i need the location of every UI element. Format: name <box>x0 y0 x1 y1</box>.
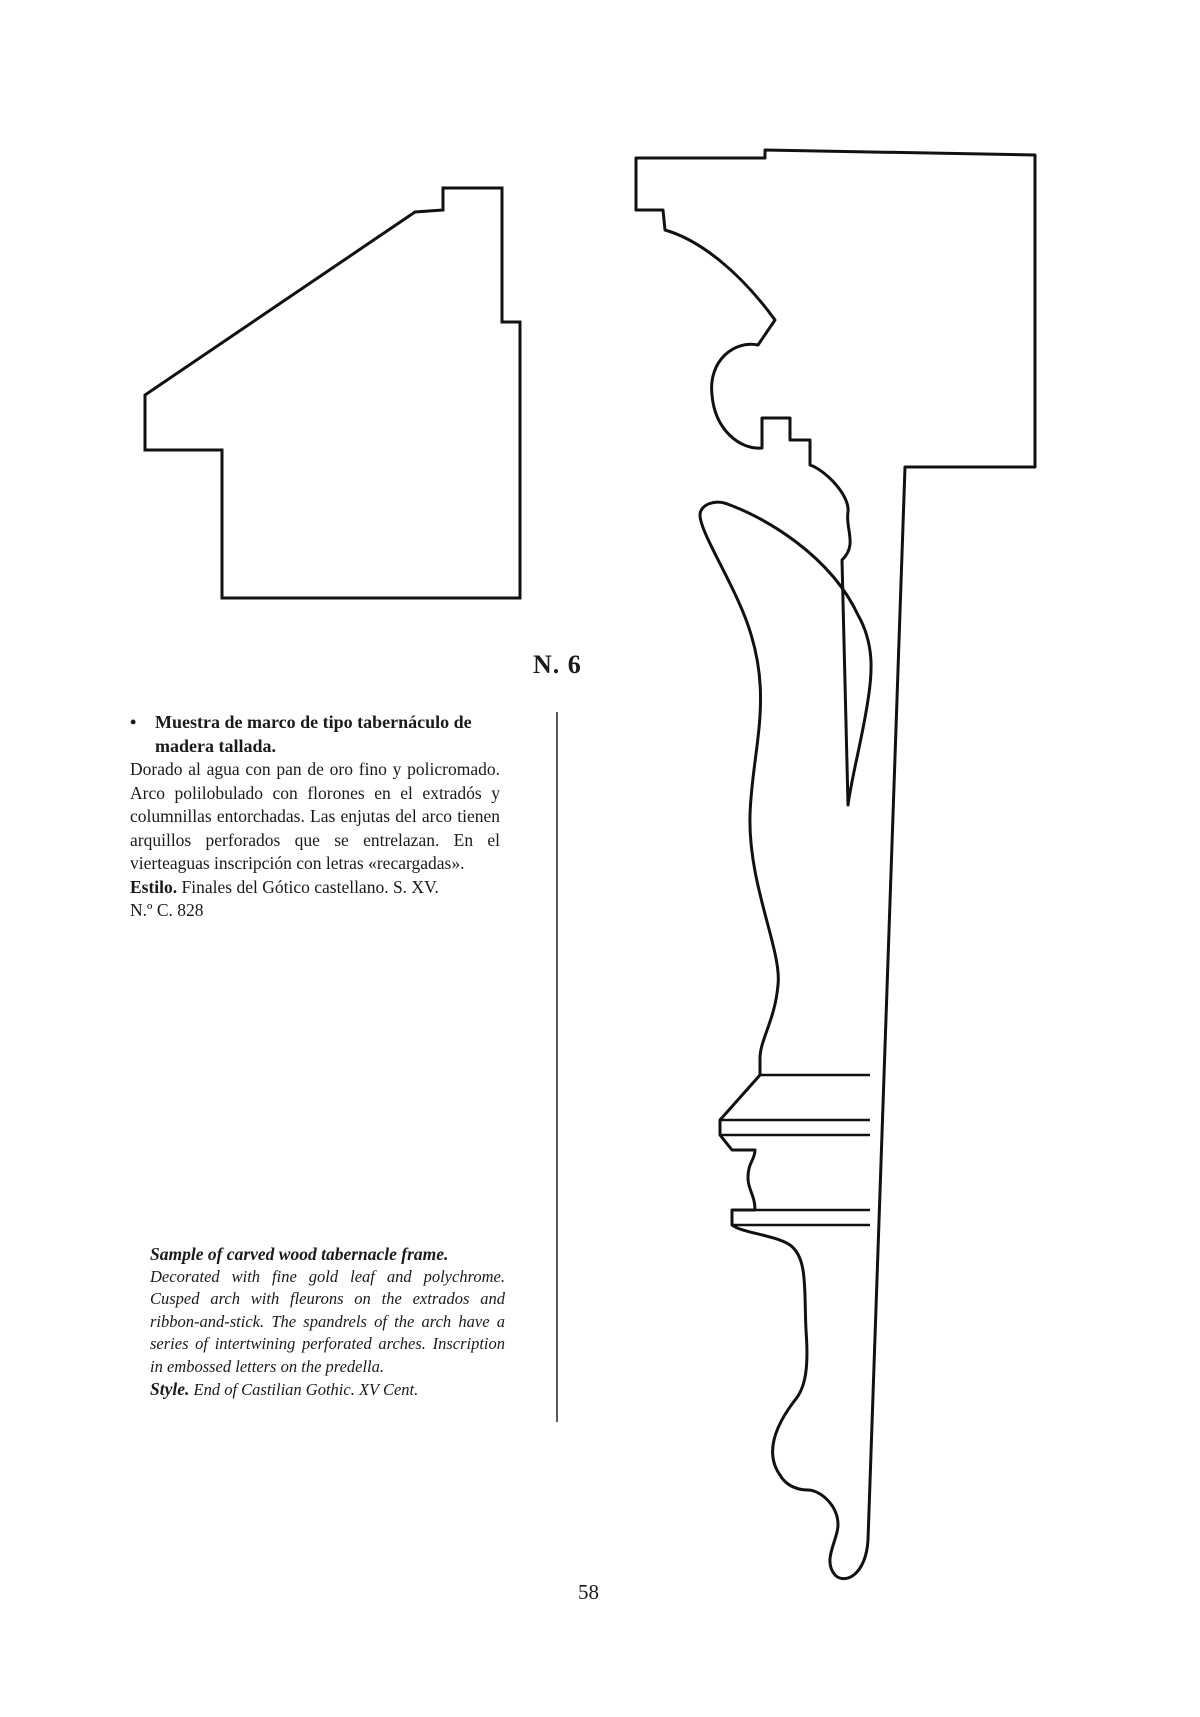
english-style-label: Style. <box>150 1379 190 1399</box>
spanish-title <box>130 710 500 758</box>
page-number: 58 <box>578 1580 599 1604</box>
spanish-title-text: Muestra de marco de tipo tabernáculo de madera tallada. <box>155 712 472 756</box>
small-frame-profile <box>145 188 520 598</box>
spanish-style-text: Finales del Gótico castellano. S. XV. <box>177 876 439 897</box>
spanish-description <box>130 710 500 923</box>
english-style-line <box>150 1378 505 1402</box>
english-style-text: End of Castilian Gothic. XV Cent. <box>189 1380 419 1399</box>
catalog-number: N.º C. 828 <box>130 900 204 920</box>
spanish-body: Dorado al agua con pan de oro fino y policromado. Arco polilobulado con florones en el extradós y columnillas entorchadas. Las enjutas del arco tienen arquillos perforados que se entrelazan. En el vierteaguas inscripción con letras «recargadas». <box>130 759 500 873</box>
plate-number: N. 6 <box>533 650 582 679</box>
english-body: Decorated with fine gold leaf and polychrome. Cusped arch with fleurons on the extrados and ribbon-and-stick. The spandrels of the arch have a series of intertwining perforated arches. Inscription in embossed letters on the predella. <box>150 1266 505 1376</box>
bullet-icon: • <box>130 712 137 732</box>
spanish-style-line <box>130 876 500 900</box>
english-title: Sample of carved wood tabernacle frame. <box>150 1244 449 1264</box>
english-description <box>150 1243 505 1402</box>
large-frame-profile <box>636 150 1035 1579</box>
spanish-style-label: Estilo. <box>130 876 178 897</box>
